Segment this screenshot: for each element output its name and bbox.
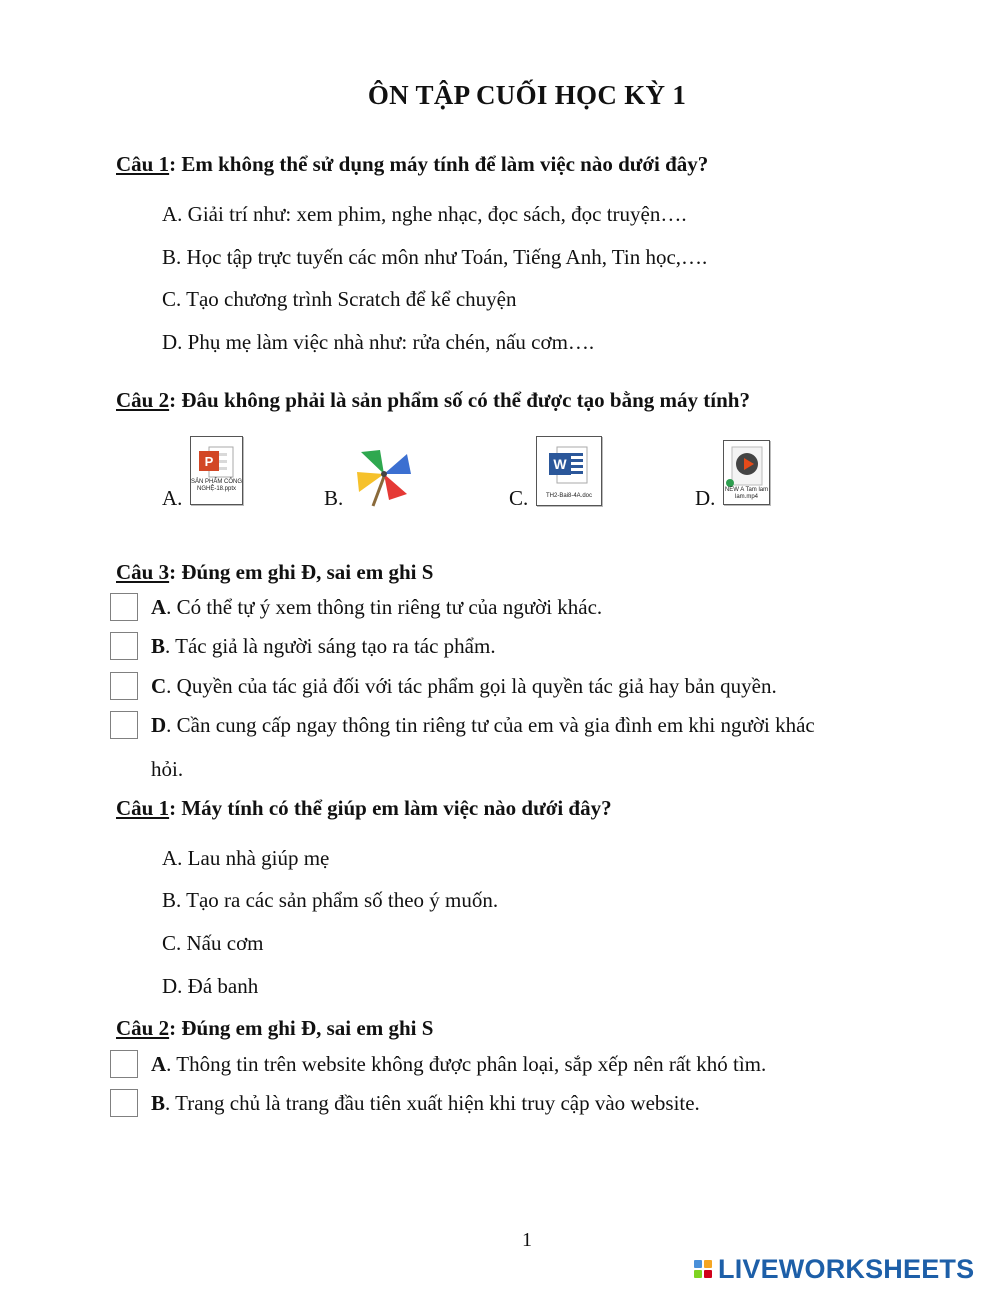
statement-text: . Quyền của tác giả đối với tác phẩm gọi là quyền tác giả hay bản quyền. — [166, 674, 777, 698]
statement-letter: C — [151, 674, 167, 698]
question-4-heading — [116, 796, 612, 821]
answer-box[interactable] — [110, 632, 138, 660]
liveworksheets-logo — [694, 1254, 974, 1284]
q1-option-c: C. Tạo chương trình Scratch để kể chuyện — [162, 287, 517, 311]
q1-option-b: B. Học tập trực tuyến các môn như Toán, Tiếng Anh, Tin học,…. — [162, 245, 708, 269]
file-caption: SẢN PHẨM CÔNG NGHỆ-18.pptx — [191, 479, 243, 492]
statement-letter: B — [151, 634, 166, 658]
answer-box[interactable] — [110, 711, 138, 739]
answer-box[interactable] — [110, 672, 138, 700]
question-number: Câu 1 — [116, 796, 170, 820]
file-caption: TH2-Bai8-4A.doc — [545, 493, 593, 499]
svg-text:W: W — [553, 456, 567, 472]
q4-option-d: D. Đá banh — [162, 974, 259, 998]
q4-option-c: C. Nấu cơm — [162, 931, 264, 955]
page-title: ÔN TẬP CUỐI HỌC KỲ 1 — [367, 80, 687, 110]
page-number: 1 — [522, 1229, 532, 1251]
word-logo-icon — [537, 439, 601, 489]
svg-text:P: P — [204, 454, 214, 469]
question-2-heading — [116, 388, 750, 413]
q2-option-d-label: D. — [695, 486, 716, 510]
statement-text: . Có thể tự ý xem thông tin riêng tư của người khác. — [166, 595, 603, 619]
answer-box[interactable] — [110, 1089, 138, 1117]
answer-box[interactable] — [110, 593, 138, 621]
statement-letter: B — [151, 1091, 166, 1115]
word-file-icon[interactable] — [536, 436, 602, 506]
question-number: Câu 2 — [116, 388, 170, 412]
statement-letter: A — [151, 1052, 167, 1076]
question-text: : Đúng em ghi Đ, sai em ghi S — [169, 560, 434, 584]
statement-text: . Cần cung cấp ngay thông tin riêng tư của em và gia đình em khi người khác — [166, 713, 815, 737]
statement-text: . Trang chủ là trang đầu tiên xuất hiện khi truy cập vào website. — [165, 1091, 700, 1115]
question-1-heading — [116, 152, 708, 177]
q2-option-c-label: C. — [509, 486, 529, 510]
question-text: : Máy tính có thể giúp em làm việc nào dưới đây? — [169, 796, 612, 820]
question-text: : Đâu không phải là sản phẩm số có thể được tạo bằng máy tính? — [169, 388, 750, 412]
pinwheel-icon[interactable] — [353, 444, 415, 508]
powerpoint-file-icon[interactable] — [190, 436, 243, 505]
statement-text: . Thông tin trên website không được phân loại, sắp xếp nên rất khó tìm. — [166, 1052, 767, 1076]
question-number: Câu 3 — [116, 560, 170, 584]
answer-box[interactable] — [110, 1050, 138, 1078]
q1-option-d: D. Phụ mẹ làm việc nhà như: rửa chén, nấu cơm…. — [162, 330, 595, 354]
question-text: : Đúng em ghi Đ, sai em ghi S — [169, 1016, 434, 1040]
video-file-icon[interactable] — [723, 440, 770, 505]
logo-grid-icon — [694, 1260, 712, 1278]
statement-text: . Tác giả là người sáng tạo ra tác phẩm. — [165, 634, 496, 658]
q2-option-a-label: A. — [162, 486, 183, 510]
q3-statement-d-continuation: hỏi. — [151, 757, 184, 781]
file-caption: NEW A Tam lam lam.mp4 — [724, 487, 769, 500]
statement-letter: D — [151, 713, 167, 737]
question-text: : Em không thể sử dụng máy tính để làm việc nào dưới đây? — [169, 152, 709, 176]
statement-letter: A — [151, 595, 167, 619]
q1-option-a: A. Giải trí như: xem phim, nghe nhạc, đọc sách, đọc truyện…. — [162, 202, 687, 226]
logo-text: LIVEWORKSHEETS — [718, 1253, 975, 1284]
q2-option-b-label: B. — [324, 486, 344, 510]
question-number: Câu 1 — [116, 152, 170, 176]
q4-option-a: A. Lau nhà giúp mẹ — [162, 846, 330, 870]
question-5-heading — [116, 1016, 433, 1041]
video-play-icon — [724, 443, 769, 489]
question-number: Câu 2 — [116, 1016, 170, 1040]
question-3-heading — [116, 560, 433, 585]
q4-option-b: B. Tạo ra các sản phẩm số theo ý muốn. — [162, 888, 499, 912]
